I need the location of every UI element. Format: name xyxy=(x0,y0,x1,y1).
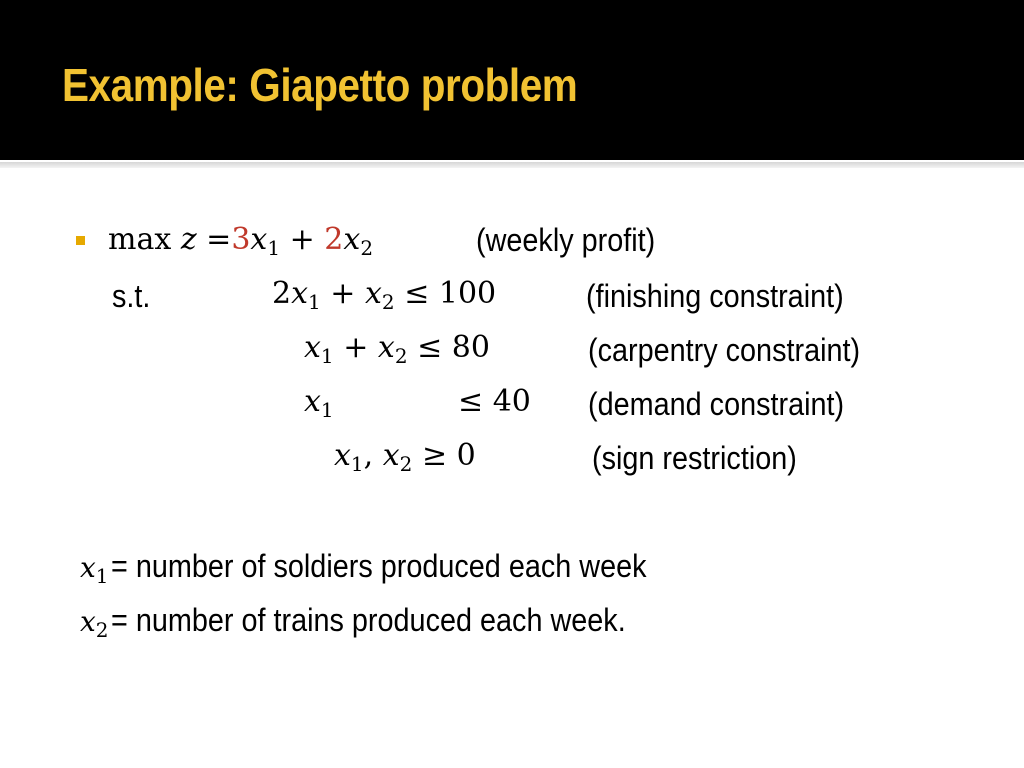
constraint-demand-rhs: ≤ 40 xyxy=(458,384,531,419)
objective-note: (weekly profit) xyxy=(476,222,656,258)
definition-x2: $x_2=$ number of trains produced each week. xyxy=(80,602,626,642)
title-bar xyxy=(0,0,1024,160)
constraint-finishing: $2x_1 + x_2 \le 100$ xyxy=(272,276,497,314)
title-divider xyxy=(0,162,1024,168)
constraint-carpentry: $x_1 + x_2 \le 80$ xyxy=(304,330,490,368)
definition-x1: $x_1=$ number of soldiers produced each week xyxy=(80,548,647,588)
subject-to-label: s.t. xyxy=(112,278,151,314)
bullet-icon xyxy=(76,236,85,245)
constraint-carpentry-note: (carpentry constraint) xyxy=(588,332,861,368)
objective-function: $\max z =3x_1 + 2x_2$ xyxy=(108,222,374,260)
max-operator: max xyxy=(108,222,172,257)
constraint-finishing-note: (finishing constraint) xyxy=(586,278,844,314)
objective-variable: z xyxy=(180,222,197,257)
equals-sign: = xyxy=(206,222,232,257)
constraint-sign-note: (sign restriction) xyxy=(592,440,797,476)
constraint-demand-note: (demand constraint) xyxy=(588,386,845,422)
constraint-sign: $x_1$, $x_2 \ge 0$ xyxy=(334,438,476,476)
constraint-demand-lhs: $x_1$ xyxy=(304,384,334,422)
coefficient-x2: 2 xyxy=(324,222,344,257)
coefficient-x1: 3 xyxy=(231,222,251,257)
slide-title: Example: Giapetto problem xyxy=(62,59,578,111)
